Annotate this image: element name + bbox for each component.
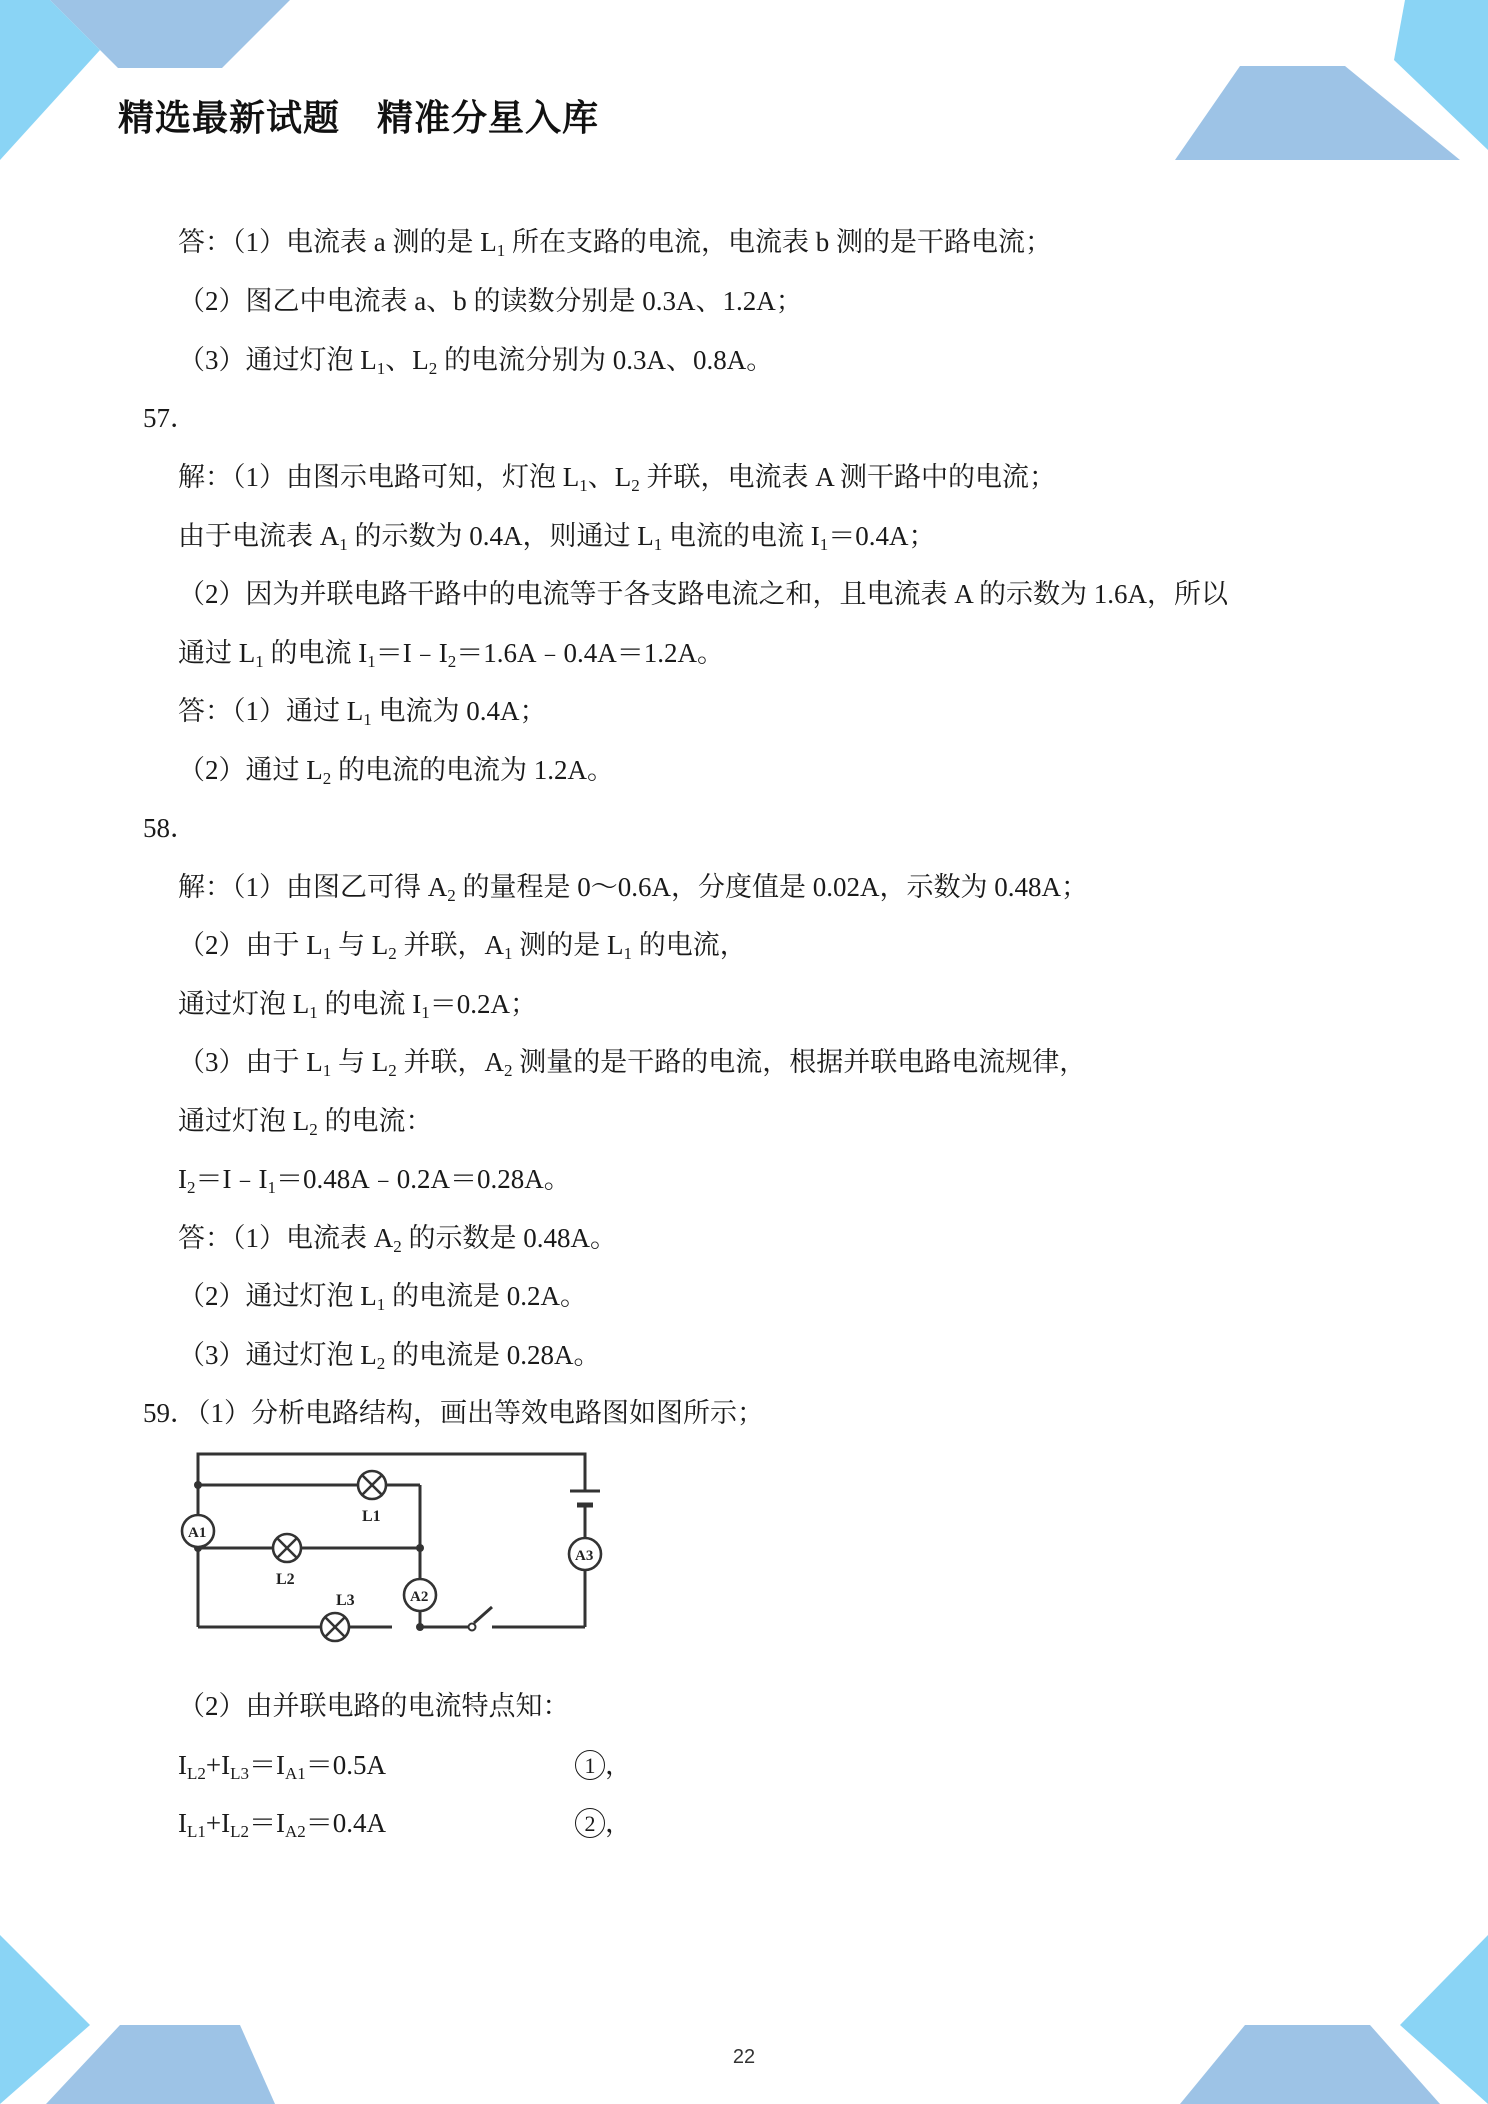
junction-dot [194, 1481, 202, 1489]
label-a3: A3 [575, 1548, 594, 1564]
text-line: 解：（1）由图示电路可知，灯泡 $L_1$、$L_2$ 并联，电流表 A 测干路中的电流； [178, 462, 1057, 495]
equation-2-mark [575, 1803, 632, 1843]
question-number: 59．（1）分析电路结构，画出等效电路图如图所示； [143, 1398, 764, 1428]
label-l3: L3 [336, 1592, 355, 1609]
switch-lever [474, 1607, 492, 1623]
text-line: （2）由并联电路的电流特点知： [178, 1691, 570, 1721]
label-a2: A2 [410, 1589, 429, 1605]
equation-2 [178, 1803, 386, 1843]
text-line: 通过灯泡 $L_1$ 的电流 $I_1=0.2A$； [178, 989, 537, 1022]
lamp-l1 [358, 1471, 386, 1499]
equation-expr: $I_{L2}+I_{L3}=I_{A1}=0.5A$ [178, 1750, 387, 1783]
label-a1: A1 [188, 1525, 207, 1541]
question-number: 57． [143, 403, 197, 433]
text-line: 通过 $L_1$ 的电流 $I_1=I﹣I_2=1.6A﹣0.4A=1.2A$。 [178, 638, 724, 671]
text-line: （3）由于 $L_1$ 与 $L_2$ 并联，$A_2$ 测量的是干路的电流，根据并联电路电流规律， [178, 1047, 1087, 1080]
circuit-diagram [170, 1445, 594, 1655]
lamp-l2 [273, 1534, 301, 1562]
text-line: （2）因为并联电路干路中的电流等于各支路电流之和，且电流表 A 的示数为 1.6A，所以 [178, 579, 1229, 609]
text-line: 答：（1）电流表 a 测的是 $L_1$ 所在支路的电流，电流表 b 测的是干路电流； [178, 227, 1052, 260]
lamp-l3 [321, 1613, 349, 1641]
circled-number: 1 [575, 1750, 605, 1780]
equation-expr: $I_{L1}+I_{L2}=I_{A2}=0.4A$ [178, 1808, 387, 1841]
text-line: （3）通过灯泡 $L_2$ 的电流是 0.28A。 [178, 1340, 601, 1373]
equation-1-mark [575, 1745, 632, 1785]
text-line: 通过灯泡 $L_2$ 的电流： [178, 1106, 433, 1139]
text-line: 答：（1）电流表 $A_2$ 的示数是 0.48A。 [178, 1223, 617, 1256]
text-line: （2）通过灯泡 $L_1$ 的电流是 0.2A。 [178, 1281, 587, 1314]
text-line: 答：（1）通过 $L_1$ 电流为 0.4A； [178, 696, 547, 729]
text-line: （2）通过 $L_2$ 的电流的电流为 1.2A。 [178, 755, 614, 788]
label-l1: L1 [362, 1508, 381, 1525]
text-line: 解：（1）由图乙可得 $A_2$ 的量程是 0～0.6A，分度值是 0.02A，示数为 0.48A； [178, 872, 1088, 905]
page-number: 22 [732, 2046, 756, 2068]
equation-suffix: ， [605, 1750, 632, 1780]
text-line: $I_2=I﹣I_1=0.48A﹣0.2A=0.28A$。 [178, 1164, 571, 1197]
switch-contact [469, 1624, 476, 1631]
label-l2: L2 [276, 1571, 295, 1588]
equation-1 [178, 1745, 386, 1785]
junction-dot [416, 1544, 424, 1552]
header-title: 精选最新试题 精准分星入库 [118, 98, 600, 139]
text-line: （2）图乙中电流表 a、b 的读数分别是 0.3A、1.2A； [178, 286, 803, 316]
junction-dot [416, 1623, 424, 1631]
text-line: （2）由于 $L_1$ 与 $L_2$ 并联，$A_1$ 测的是 $L_1$ 的电流， [178, 930, 747, 963]
equation-suffix: ， [605, 1808, 632, 1838]
circled-number: 2 [575, 1808, 605, 1838]
question-number: 58． [143, 813, 197, 843]
text-line: 由于电流表 $A_1$ 的示数为 0.4A，则通过 $L_1$ 电流的电流 $I_1=0.4A$； [178, 521, 936, 554]
text-line: （3）通过灯泡 $L_1$、$L_2$ 的电流分别为 0.3A、0.8A。 [178, 345, 774, 378]
